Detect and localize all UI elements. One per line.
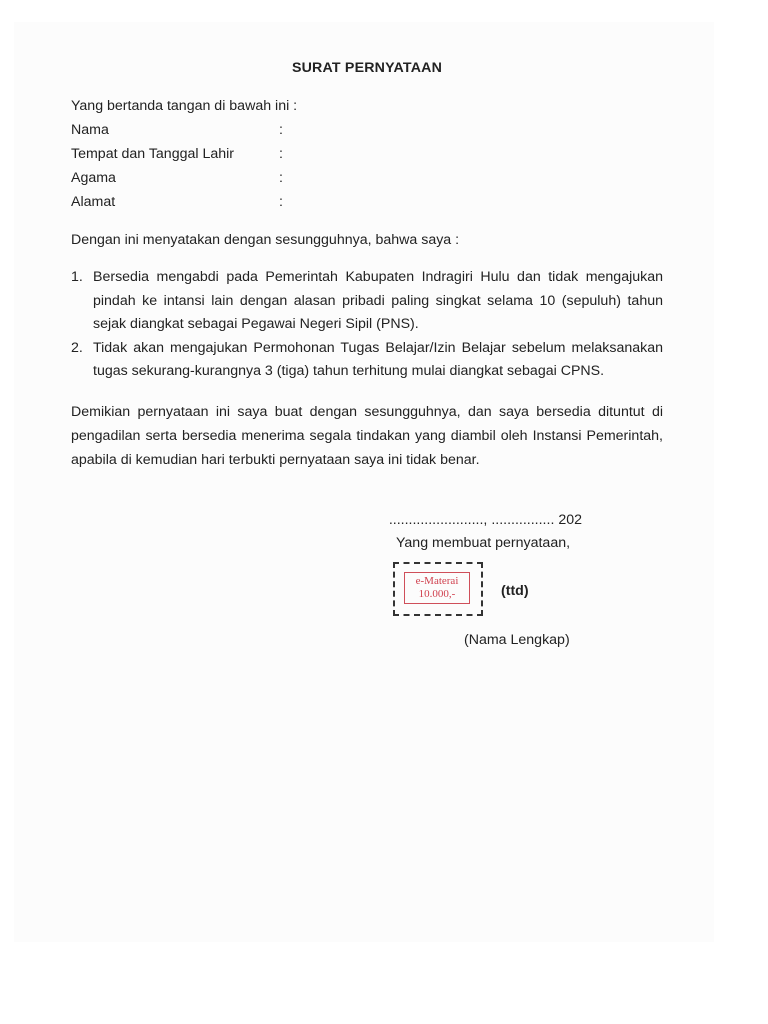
signature-mark: (ttd): [501, 583, 529, 599]
field-label: Tempat dan Tanggal Lahir: [71, 146, 235, 162]
field-colon: :: [279, 194, 283, 210]
field-colon: :: [279, 170, 283, 186]
stamp-box: [393, 562, 483, 616]
list-text: Tidak akan mengajukan Permohonan Tugas Belajar/Izin Belajar sebelum melaksanakan tugas sekurang-kurangnya 3 (tiga) tahun terhitung mulai diangkat sebagai CPNS.: [93, 339, 663, 380]
field-tempat-tanggal-lahir: [71, 142, 663, 166]
statement-intro: Dengan ini menyatakan dengan sesungguhnya, bahwa saya :: [71, 232, 460, 248]
signer-caption: Yang membuat pernyataan,: [396, 535, 571, 551]
field-label: Nama: [71, 122, 109, 138]
closing-paragraph: Demikian pernyataan ini saya buat dengan sesungguhnya, dan saya bersedia dituntut di pengadilan serta bersedia menerima segala tindakan yang diambil oleh Instansi Pemerintah, apabila di kemudian hari terbukti pernyataan saya ini tidak benar.: [71, 403, 663, 468]
full-name-placeholder: (Nama Lengkap): [464, 632, 570, 648]
intro-text: Yang bertanda tangan di bawah ini :: [71, 98, 298, 114]
place-date-line: ........................, ................ 202: [388, 512, 582, 528]
field-nama: [71, 118, 663, 142]
field-colon: :: [279, 146, 283, 162]
list-text: Bersedia mengabdi pada Pemerintah Kabupaten Indragiri Hulu dan tidak mengajukan pindah ke intansi lain dengan alasan pribadi paling singkat selama 10 (sepuluh) tahun sejak diangkat sebagai Pegawai Negeri Sipil (PNS).: [93, 269, 663, 333]
statement-list: [71, 266, 663, 384]
field-colon: :: [279, 122, 283, 138]
list-item: [71, 266, 663, 337]
field-label: Alamat: [71, 194, 116, 210]
list-number: 2.: [71, 339, 83, 356]
statement-letter: [71, 60, 663, 648]
materai-value: 10.000,-: [418, 588, 456, 600]
field-alamat: [71, 190, 663, 214]
document-title: SURAT PERNYATAAN: [291, 60, 443, 76]
e-materai-stamp: [404, 572, 470, 604]
materai-label: e-Materai: [415, 575, 459, 587]
list-item: [71, 337, 663, 384]
field-label: Agama: [71, 170, 116, 186]
field-agama: [71, 166, 663, 190]
list-number: 1.: [71, 269, 83, 285]
